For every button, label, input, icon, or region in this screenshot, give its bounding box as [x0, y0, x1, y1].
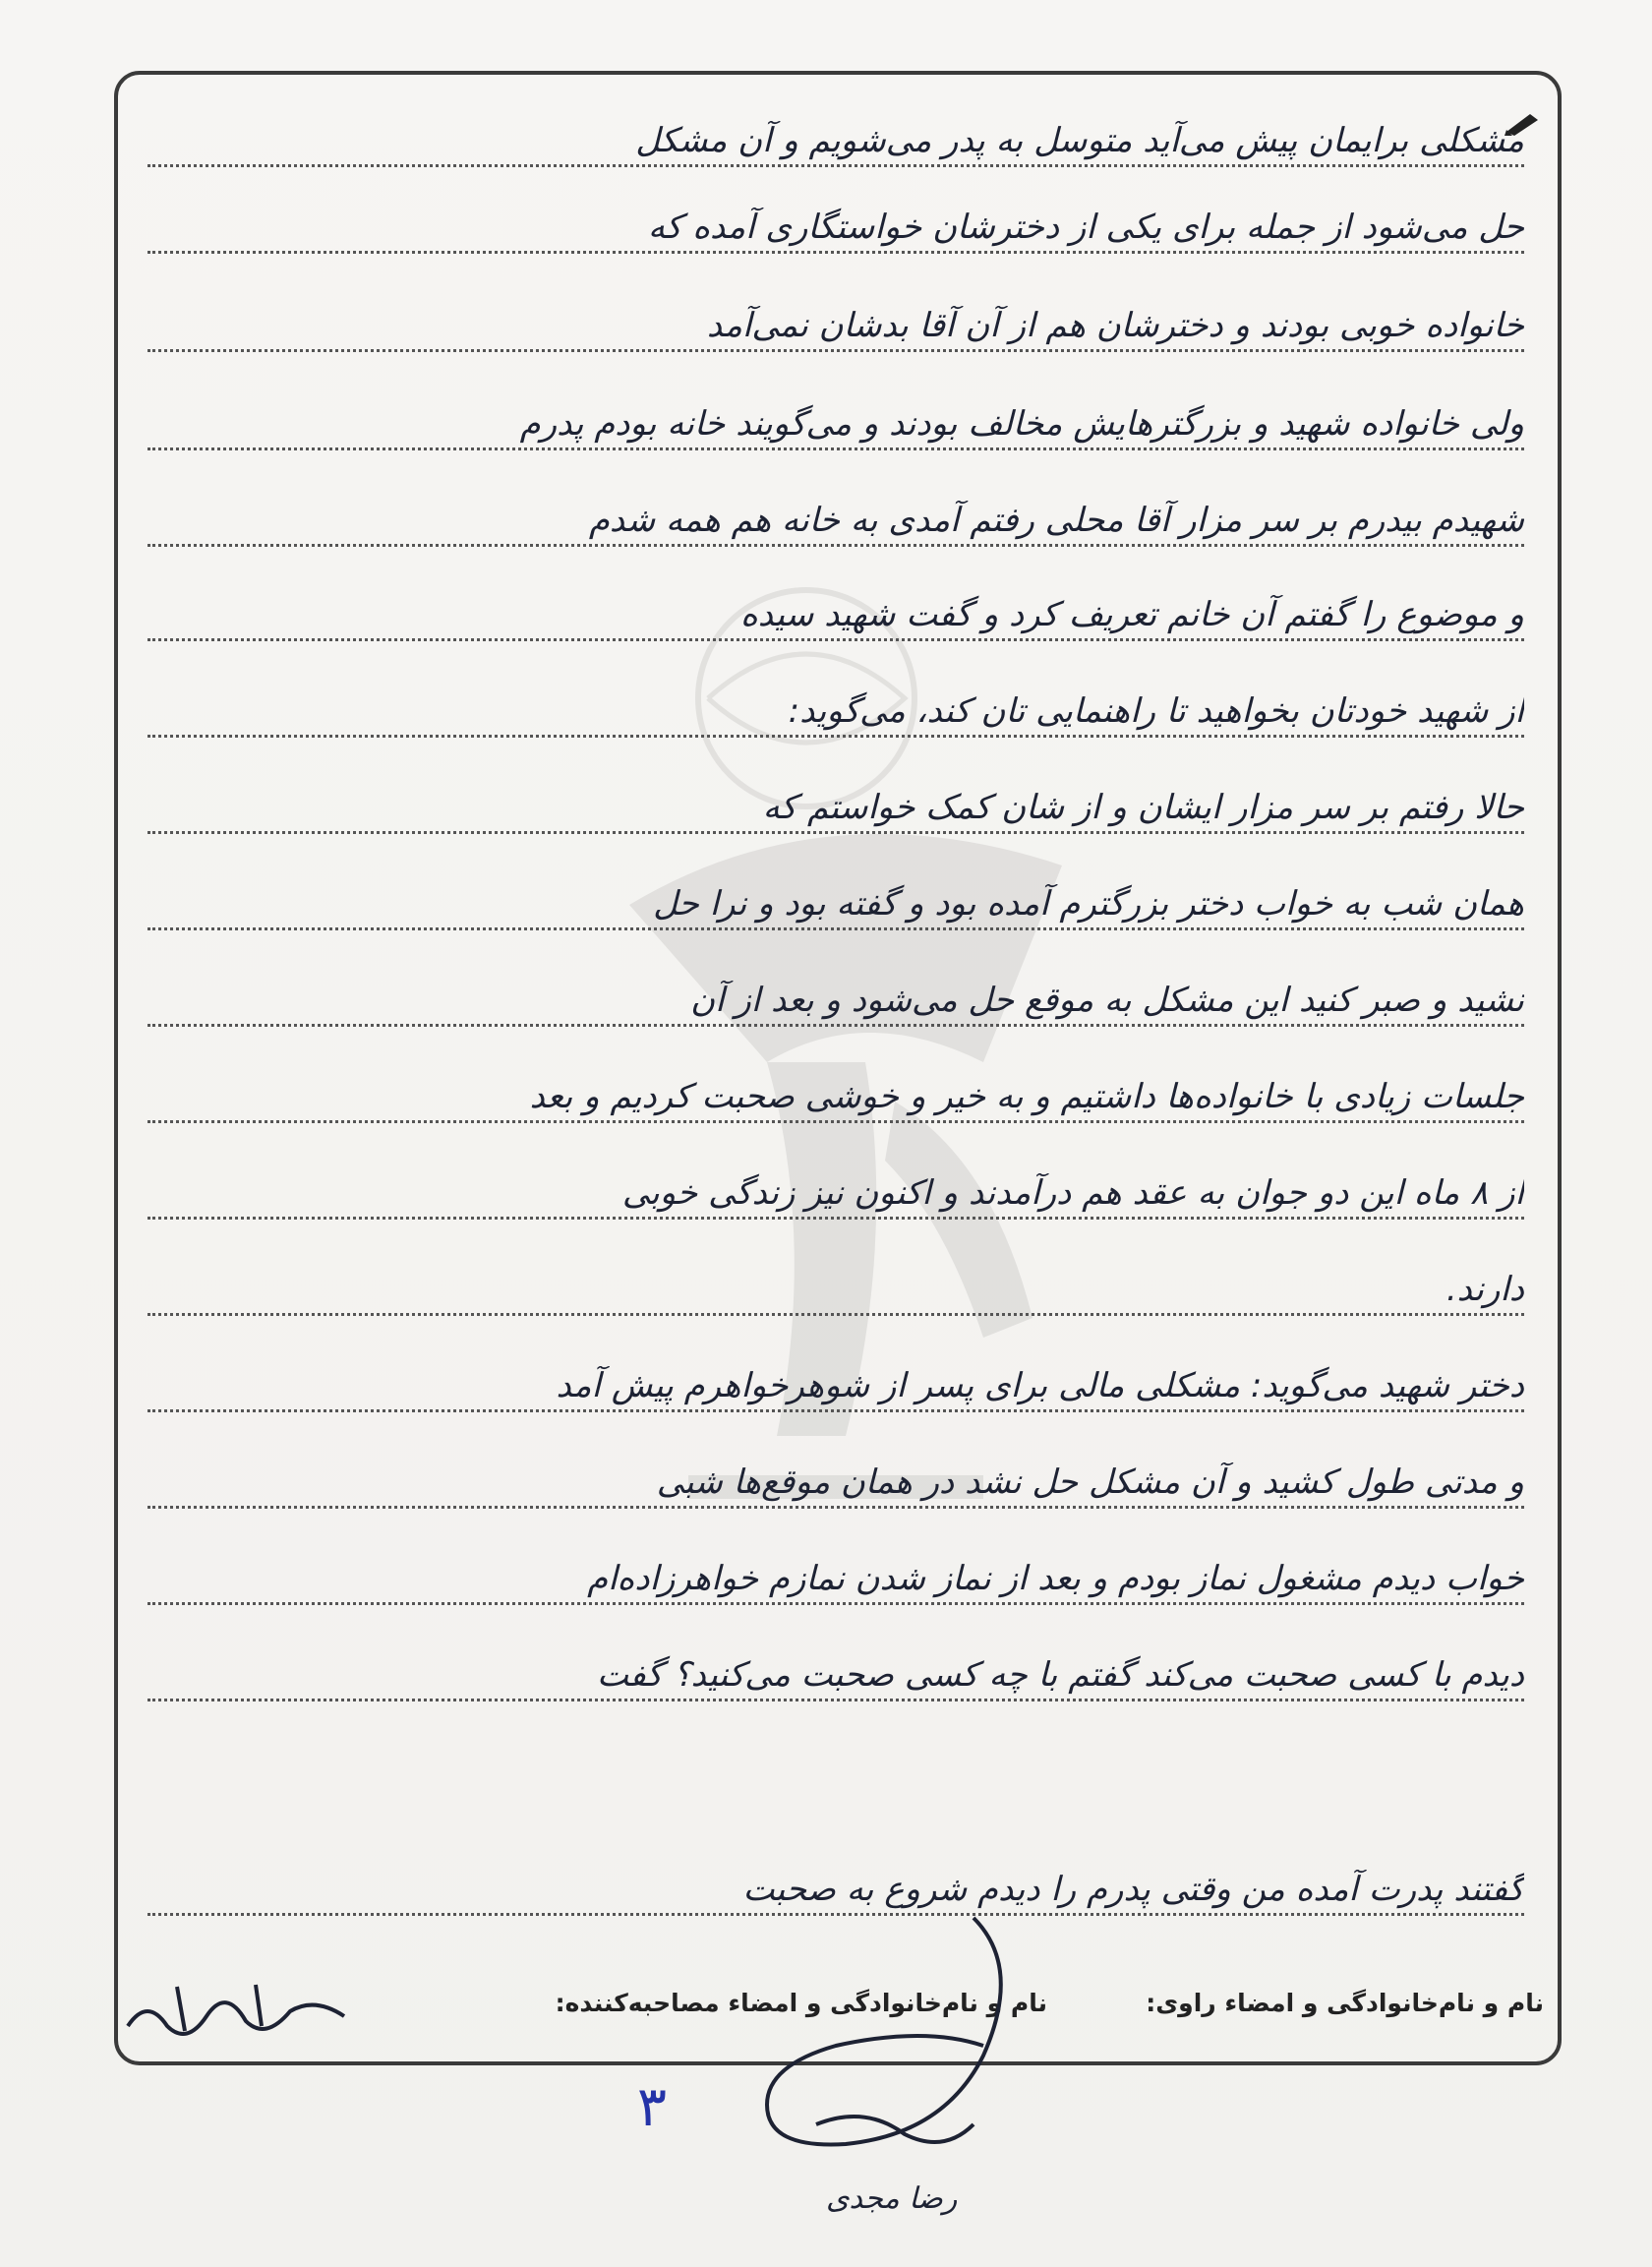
line-text: و مدتی طول کشید و آن مشکل حل نشد در همان موقع‌ها شبی — [656, 1462, 1524, 1502]
body-line — [148, 1064, 1524, 1123]
narrator-signature — [118, 1957, 354, 2056]
body-line — [148, 775, 1524, 834]
line-text: و موضوع را گفتم آن خانم تعریف کرد و گفت شهید سیده — [739, 595, 1524, 634]
line-text: مشکلی برایمان پیش می‌آید متوسل به پدر می‌شویم و آن مشکل — [635, 121, 1524, 160]
body-line — [148, 871, 1524, 930]
line-text: حل می‌شود از جمله برای یکی از دخترشان خواستگاری آمده که — [647, 208, 1524, 247]
line-text: خانواده خوبی بودند و دخترشان هم از آن آقا بدشان نمی‌آمد — [706, 306, 1524, 345]
body-line — [148, 488, 1524, 547]
line-text: خواب دیدم مشغول نماز بودم و بعد از نماز شدن نمازم خواهرزاده‌ام — [587, 1559, 1524, 1598]
line-text: دارند. — [1446, 1270, 1524, 1309]
line-text: دیدم با کسی صحبت می‌کند گفتم با چه کسی صحبت می‌کنید؟ گفت — [597, 1655, 1524, 1695]
body-line — [148, 1546, 1524, 1605]
body-line — [148, 1642, 1524, 1701]
body-line — [148, 1353, 1524, 1412]
body-line — [148, 1257, 1524, 1316]
interviewer-name: رضا مجدی — [826, 2181, 958, 2216]
line-text: از شهید خودتان بخواهید تا راهنمایی تان کند، می‌گوید: — [788, 691, 1524, 731]
interviewer-signature-label: نام و نام‌خانوادگی و امضاء مصاحبه‌کننده: — [555, 1989, 1047, 2017]
body-line — [148, 1857, 1524, 1916]
body-line — [148, 968, 1524, 1027]
page-number: ۳ — [637, 2075, 668, 2139]
body-line — [148, 108, 1524, 167]
line-text: دختر شهید می‌گوید: مشکلی مالی برای پسر از شوهرخواهرم پیش آمد — [556, 1366, 1524, 1405]
narrator-signature-label: نام و نام‌خانوادگی و امضاء راوی: — [1146, 1989, 1544, 2017]
line-text: ولی خانواده شهید و بزرگترهایش مخالف بودند و می‌گویند خانه بودم پدرم — [519, 404, 1524, 444]
line-text: همان شب به خواب دختر بزرگترم آمده بود و گفته بود و نرا حل — [653, 884, 1524, 924]
line-text: نشید و صبر کنید این مشکل به موقع حل می‌شود و بعد از آن — [690, 981, 1524, 1020]
body-line — [148, 195, 1524, 254]
interviewer-signature — [728, 1908, 1042, 2164]
line-text: جلسات زیادی با خانواده‌ها داشتیم و به خیر و خوشی صحبت کردیم و بعد — [529, 1077, 1524, 1116]
line-text: گفتند پدرت آمده من وقتی پدرم را دیدم شروع به صحبت — [742, 1870, 1524, 1909]
line-text: شهیدم بیدرم بر سر مزار آقا محلی رفتم آمدی به خانه هم همه شدم — [588, 501, 1524, 540]
line-text: از ۸ ماه این دو جوان به عقد هم درآمدند و اکنون نیز زندگی خوبی — [621, 1173, 1524, 1213]
line-text: حالا رفتم بر سر مزار ایشان و از شان کمک خواستم که — [762, 788, 1524, 827]
body-line — [148, 679, 1524, 738]
body-line — [148, 582, 1524, 641]
body-line — [148, 391, 1524, 450]
body-line — [148, 293, 1524, 352]
body-line — [148, 1161, 1524, 1220]
body-line — [148, 1450, 1524, 1509]
